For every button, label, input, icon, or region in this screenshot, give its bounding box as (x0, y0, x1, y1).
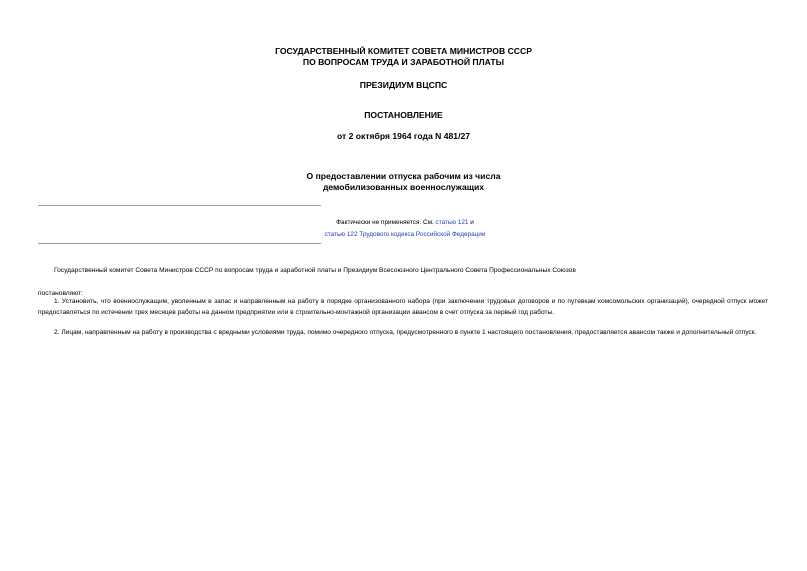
committee-line-2: ПО ВОПРОСАМ ТРУДА И ЗАРАБОТНОЙ ПЛАТЫ (302, 57, 505, 67)
status-note-conjunction: и (468, 219, 474, 226)
status-note-line-2 (300, 229, 510, 242)
clause-1-paragraph: 1. Установить, что военнослужащим, уволенным в запас и направленным на работу в порядке организованного набора (при заключении трудовых договоров и по путевкам комсомольских организаций), очередной отпуск может предоставляться по истечении трех месяцев работы на данном предприятии или в строительно-монтажной организации авансом в счет отпуска за первый год работы. (38, 298, 768, 316)
title-line-2: демобилизованных военнослужащих (322, 182, 485, 192)
document-type-heading: ПОСТАНОВЛЕНИЕ (364, 110, 443, 120)
article-122-link[interactable]: статью 122 Трудового кодекса Российской Федерации (324, 231, 486, 238)
issuing-committee-heading (0, 46, 807, 68)
document-title (0, 171, 807, 193)
article-121-link[interactable]: статью 121 (435, 219, 469, 226)
preamble-paragraph: Государственный комитет Совета Министров СССР по вопросам труда и заработной платы и Президиум Всесоюзного Центрального Совета Профессиональных Союзов (54, 267, 576, 274)
committee-line-1: ГОСУДАРСТВЕННЫЙ КОМИТЕТ СОВЕТА МИНИСТРОВ СССР (275, 46, 532, 56)
clause-2-paragraph: 2. Лицам, направленным на работу в производства с вредными условиями труда, помимо очередного отпуска, предусмотренного в пункте 1 настоящего постановления, предоставляется авансом также и дополнительный отпуск. (54, 329, 757, 336)
resolve-clause: постановляют: (38, 290, 83, 297)
divider-bottom (38, 243, 321, 244)
status-note-prefix: Фактически не применяется. См. (336, 219, 436, 226)
divider-top (38, 205, 321, 206)
title-line-1: О предоставлении отпуска рабочим из числа (306, 171, 501, 181)
status-note-line-1 (300, 217, 510, 230)
document-date-number: от 2 октября 1964 года N 481/27 (336, 131, 471, 141)
presidium-heading: ПРЕЗИДИУМ ВЦСПС (359, 80, 448, 90)
